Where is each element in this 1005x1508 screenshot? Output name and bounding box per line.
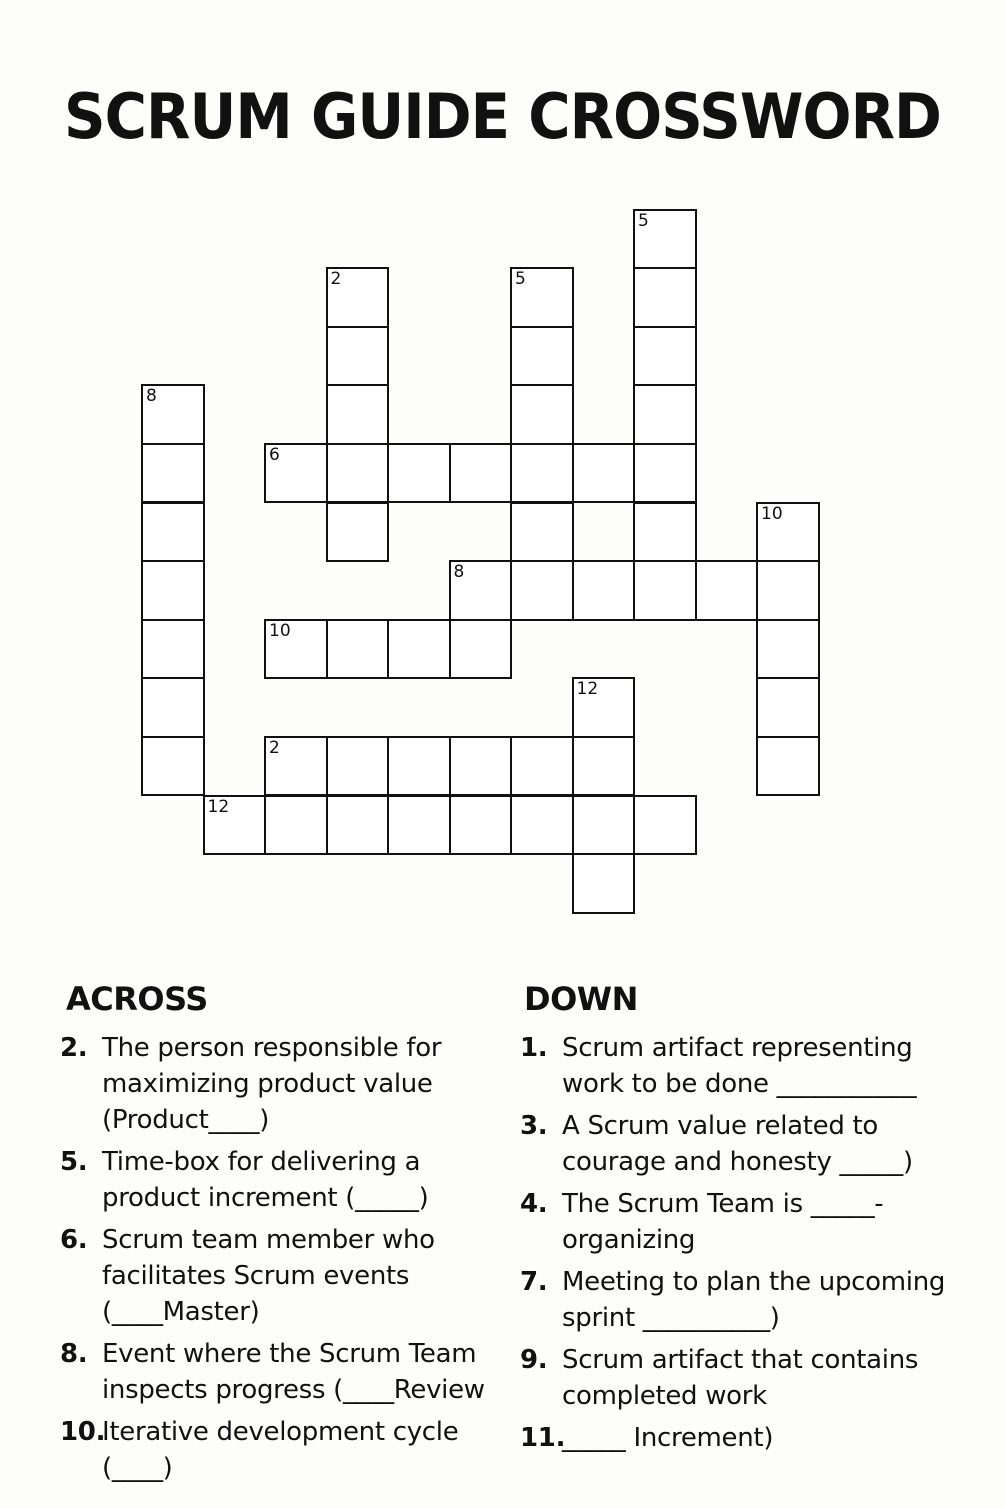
crossword-cell[interactable]: [326, 326, 390, 387]
puzzle-title: SCRUM GUIDE CROSSWORD: [64, 80, 941, 153]
across-clue: [60, 1222, 500, 1330]
clue-number: 3.: [520, 1111, 548, 1141]
down-clue-list: [520, 1030, 960, 1462]
crossword-cell[interactable]: [141, 736, 205, 797]
down-clue: [520, 1420, 960, 1456]
clue-number: 11.: [520, 1423, 566, 1453]
clue-number: 7.: [520, 1267, 548, 1297]
cell-number: 8: [146, 386, 157, 407]
crossword-cell[interactable]: [633, 267, 697, 328]
crossword-cell[interactable]: [633, 560, 697, 621]
across-heading: ACROSS: [66, 980, 208, 1018]
crossword-cell[interactable]: [572, 795, 636, 856]
down-clue: [520, 1342, 960, 1414]
crossword-cell[interactable]: [695, 560, 759, 621]
crossword-cell[interactable]: [449, 619, 513, 680]
cell-number: 8: [453, 562, 465, 583]
crossword-cell[interactable]: [264, 736, 328, 797]
clue-number: 1.: [520, 1033, 548, 1063]
crossword-cell[interactable]: [141, 384, 205, 445]
cell-number: 10: [761, 503, 783, 524]
crossword-cell[interactable]: [264, 443, 328, 504]
crossword-cell[interactable]: [326, 736, 390, 797]
clue-text: A Scrum value related to courage and honesty _____): [562, 1111, 913, 1177]
cell-number: 5: [638, 210, 649, 231]
down-clue: [520, 1030, 960, 1102]
clue-text: Iterative development cycle (____): [102, 1417, 459, 1483]
across-clue: [60, 1336, 500, 1408]
crossword-cell[interactable]: [633, 326, 697, 387]
crossword-cell[interactable]: [449, 795, 513, 856]
across-clue: [60, 1030, 500, 1138]
clue-text: Scrum team member who facilitates Scrum events (____Master): [102, 1225, 435, 1327]
crossword-cell[interactable]: [326, 443, 390, 504]
crossword-cell[interactable]: [326, 795, 390, 856]
cell-number: 10: [269, 620, 291, 641]
crossword-cell[interactable]: [387, 736, 451, 797]
crossword-cell[interactable]: [264, 619, 328, 680]
crossword-cell[interactable]: [510, 267, 574, 328]
across-clue: [60, 1144, 500, 1216]
cell-number: 12: [576, 679, 599, 700]
crossword-cell[interactable]: [510, 443, 574, 504]
clue-number: 9.: [520, 1345, 548, 1375]
clue-number: 6.: [60, 1225, 88, 1255]
down-clue: [520, 1186, 960, 1258]
clue-text: Meeting to plan the upcoming sprint __________): [562, 1267, 946, 1333]
down-clue: [520, 1264, 960, 1336]
clue-text: The Scrum Team is _____-organizing: [562, 1189, 884, 1255]
crossword-cell[interactable]: [633, 795, 697, 856]
clue-number: 8.: [60, 1339, 88, 1369]
clue-number: 5.: [60, 1147, 88, 1177]
crossword-cell[interactable]: [141, 502, 205, 563]
crossword-cell[interactable]: [326, 384, 390, 445]
crossword-cell[interactable]: [510, 502, 574, 563]
crossword-cell[interactable]: [510, 736, 574, 797]
across-clue-list: [60, 1030, 500, 1492]
crossword-cell[interactable]: [387, 619, 451, 680]
cell-number: 6: [269, 444, 280, 465]
crossword-cell[interactable]: [572, 853, 636, 914]
crossword-cell[interactable]: [203, 795, 267, 856]
crossword-cell[interactable]: [633, 209, 697, 270]
crossword-cell[interactable]: [326, 619, 390, 680]
crossword-cell[interactable]: [326, 502, 390, 563]
clue-text: _____ Increment): [562, 1423, 774, 1453]
clue-text: Scrum artifact representing work to be done ___________: [562, 1033, 917, 1099]
crossword-cell[interactable]: [326, 267, 390, 328]
crossword-cell[interactable]: [510, 384, 574, 445]
clue-number: 10.: [60, 1417, 106, 1447]
crossword-cell[interactable]: [633, 502, 697, 563]
clue-number: 2.: [60, 1033, 88, 1063]
clue-text: Event where the Scrum Team inspects progress (____Review: [102, 1339, 485, 1405]
down-heading: DOWN: [524, 980, 638, 1018]
crossword-cell[interactable]: [141, 443, 205, 504]
clue-text: Time-box for delivering a product increment (_____): [102, 1147, 429, 1213]
crossword-cell[interactable]: [572, 677, 636, 738]
crossword-cell[interactable]: [756, 619, 820, 680]
crossword-cell[interactable]: [572, 736, 636, 797]
crossword-cell[interactable]: [387, 443, 451, 504]
crossword-cell[interactable]: [510, 795, 574, 856]
crossword-cell[interactable]: [387, 795, 451, 856]
crossword-cell[interactable]: [141, 619, 205, 680]
crossword-cell[interactable]: [633, 443, 697, 504]
crossword-cell[interactable]: [510, 326, 574, 387]
clue-text: Scrum artifact that contains completed work: [562, 1345, 919, 1411]
crossword-cell[interactable]: [572, 443, 636, 504]
cell-number: 2: [330, 269, 342, 290]
crossword-cell[interactable]: [756, 502, 820, 563]
down-clue: [520, 1108, 960, 1180]
crossword-cell[interactable]: [756, 677, 820, 738]
crossword-cell[interactable]: [141, 677, 205, 738]
clue-number: 4.: [520, 1189, 548, 1219]
across-clue: [60, 1414, 500, 1486]
crossword-cell[interactable]: [572, 560, 636, 621]
cell-number: 5: [515, 269, 526, 290]
crossword-cell[interactable]: [449, 443, 513, 504]
crossword-cell[interactable]: [449, 560, 513, 621]
crossword-cell[interactable]: [756, 736, 820, 797]
crossword-cell[interactable]: [633, 384, 697, 445]
clue-text: The person responsible for maximizing product value (Product____): [102, 1033, 442, 1135]
cell-number: 12: [207, 796, 230, 817]
crossword-cell[interactable]: [264, 795, 328, 856]
cell-number: 2: [269, 737, 280, 758]
crossword-cell[interactable]: [449, 736, 513, 797]
crossword-cell[interactable]: [756, 560, 820, 621]
crossword-cell[interactable]: [141, 560, 205, 621]
crossword-cell[interactable]: [510, 560, 574, 621]
